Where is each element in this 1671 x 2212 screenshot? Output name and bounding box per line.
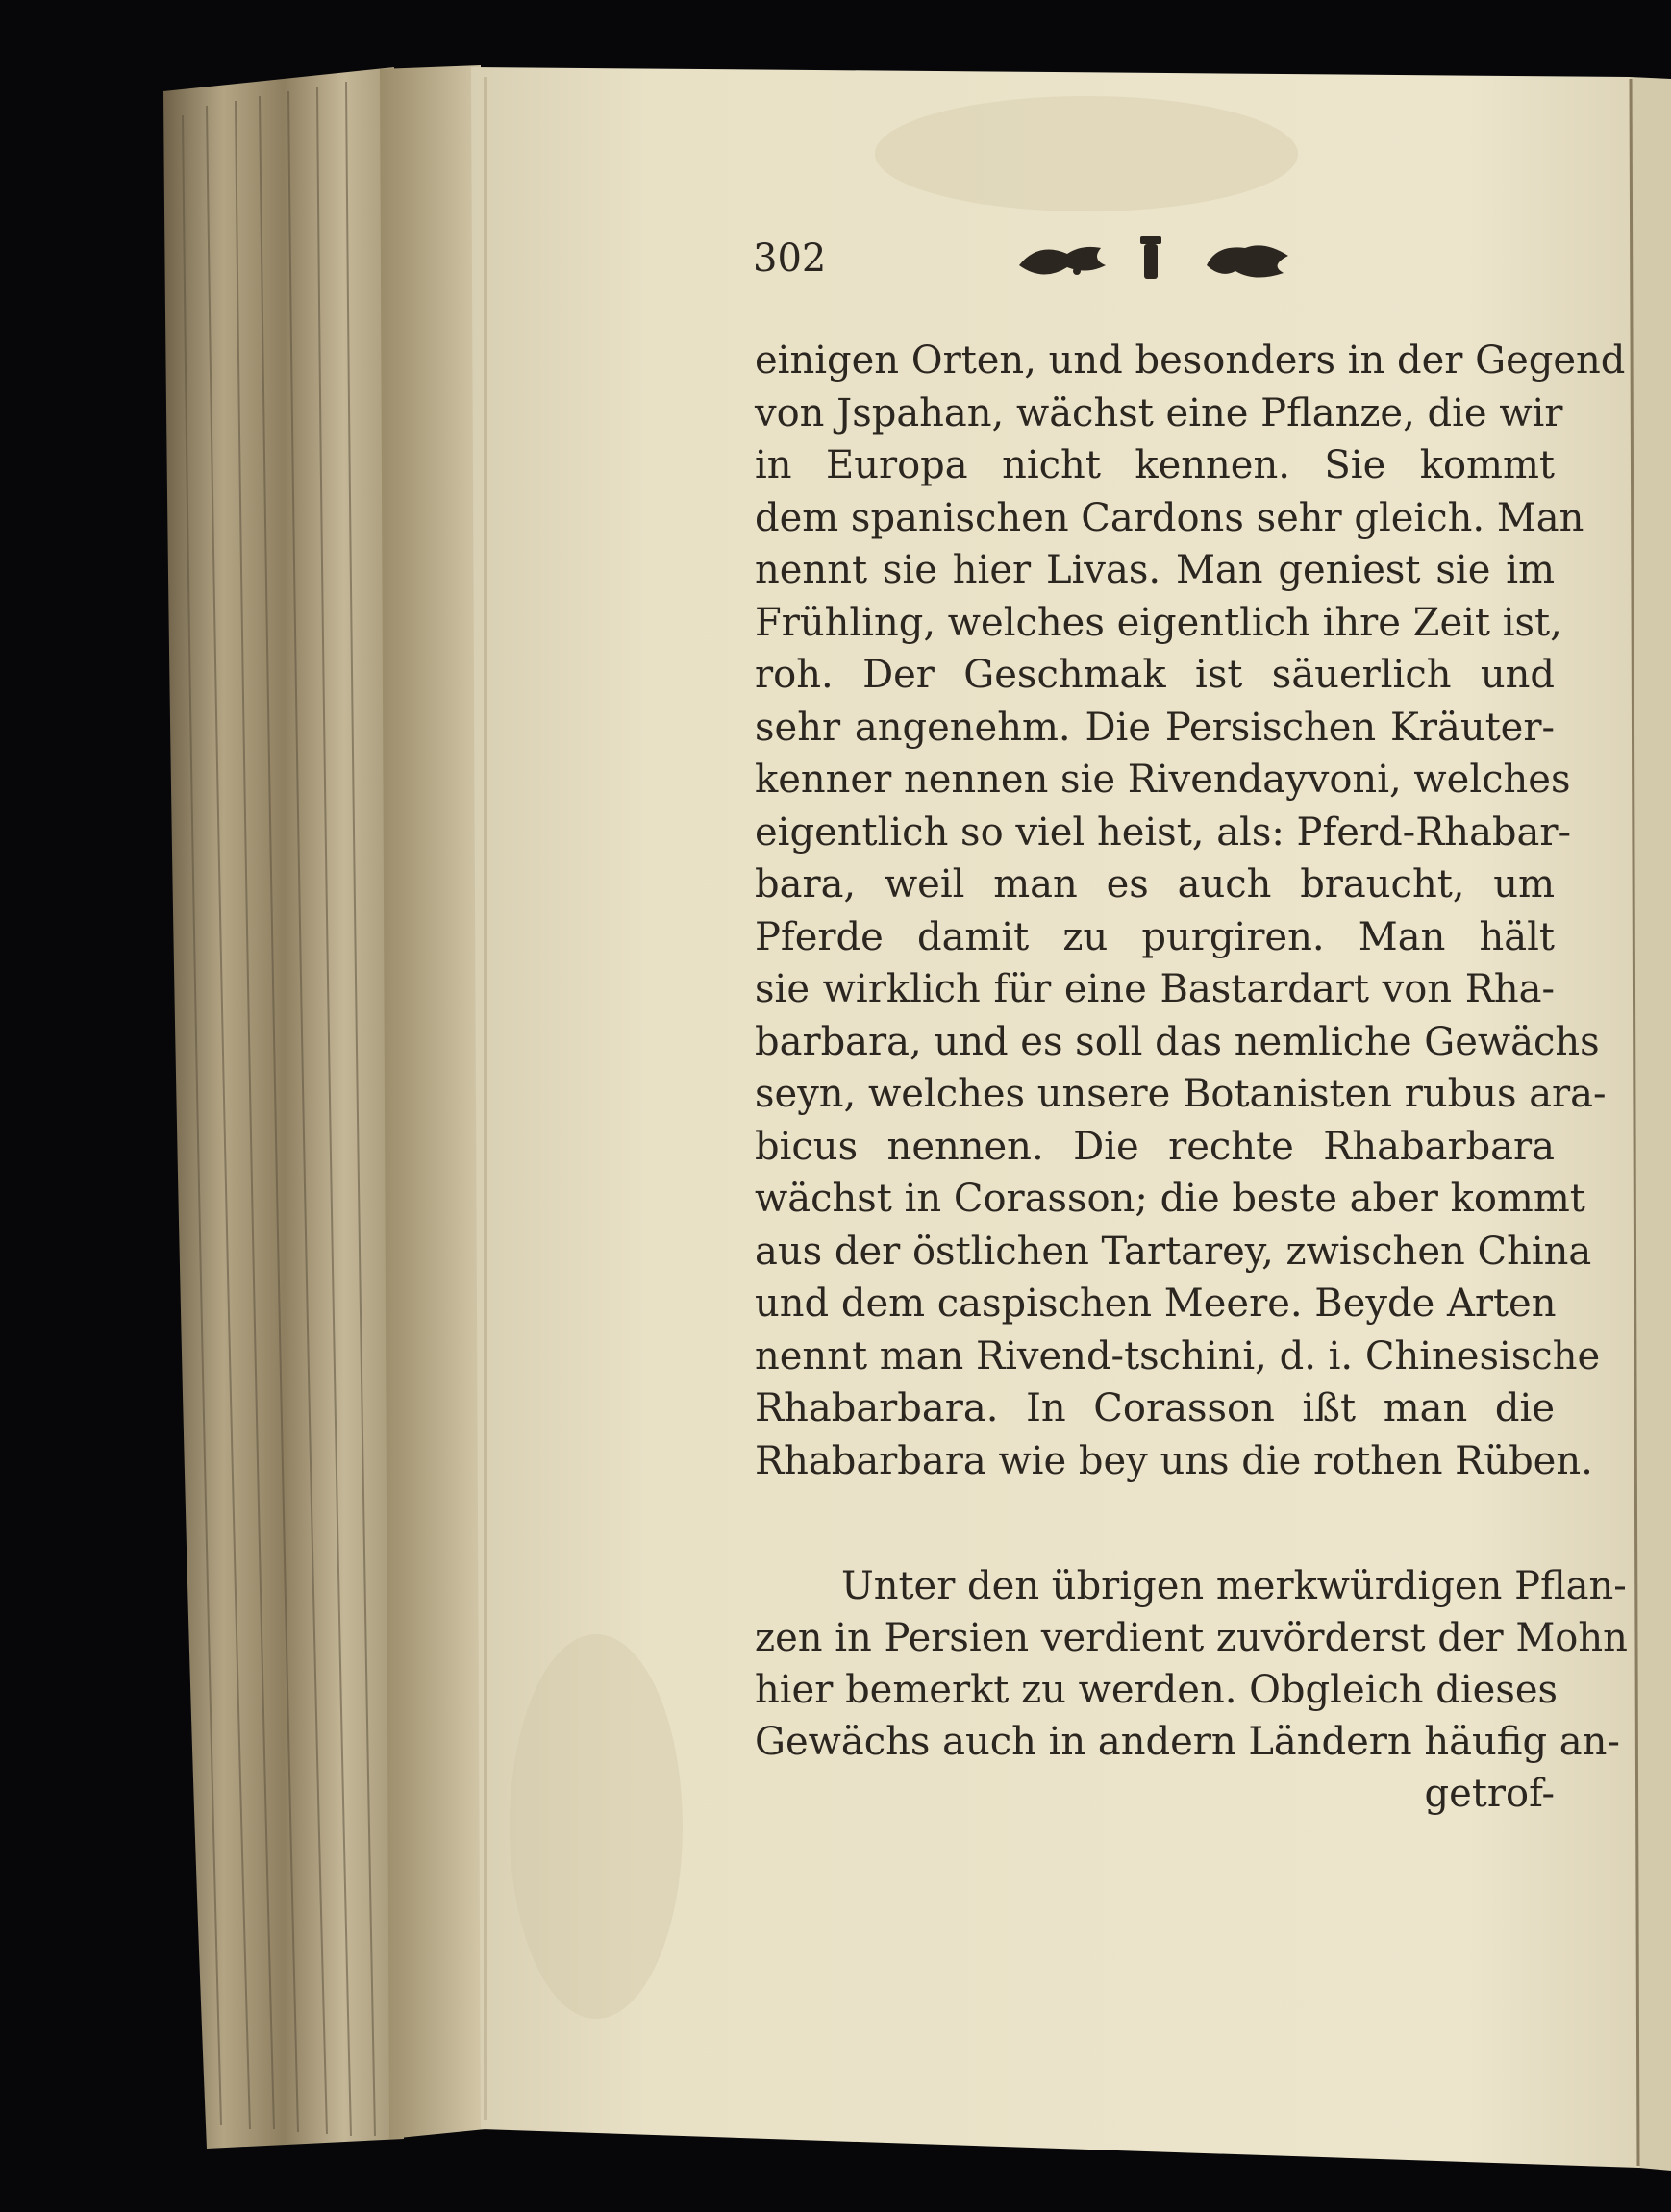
text-line: barbara, und es soll das nemliche Gewächs	[755, 1019, 1600, 1064]
text-line: nennt sie hier Livas. Man geniest sie im	[755, 548, 1555, 592]
text-line: von Jspahan, wächst eine Pflanze, die wir	[755, 390, 1563, 435]
page-edges	[163, 67, 404, 2149]
text-line: aus der östlichen Tartarey, zwischen China	[755, 1229, 1592, 1274]
text-line: Rhabarbara wie bey uns die rothen Rüben.	[755, 1438, 1593, 1483]
text-line: bicus nennen. Die rechte Rhabarbara	[755, 1124, 1555, 1169]
text-line: Rhabarbara. In Corasson ißt man die	[755, 1386, 1555, 1430]
text-line: seyn, welches unsere Botanisten rubus ara-	[755, 1072, 1607, 1116]
text-line: sehr angenehm. Die Persischen Kräuter-	[755, 705, 1555, 750]
text-line: nennt man Rivend-tschini, d. i. Chinesische	[755, 1333, 1601, 1379]
catchword: getrof-	[1424, 1772, 1555, 1816]
text-line: Unter den übrigen merkwürdigen Pflan-	[841, 1564, 1627, 1608]
text-line: bara, weil man es auch braucht, um	[755, 862, 1555, 907]
text-line: und dem caspischen Meere. Beyde Arten	[755, 1281, 1557, 1326]
text-line: roh. Der Geschmak ist säuerlich und	[755, 653, 1555, 697]
text-line: zen in Persien verdient zuvörderst der Mohn	[755, 1616, 1628, 1660]
text-line: einigen Orten, und besonders in der Gegend	[755, 338, 1626, 383]
text-line: in Europa nicht kennen. Sie kommt	[755, 443, 1555, 487]
text-line: eigentlich so viel heist, als: Pferd-Rhabar-	[755, 809, 1572, 855]
text-line: Frühling, welches eigentlich ihre Zeit ist,	[755, 600, 1562, 645]
text-line: hier bemerkt zu werden. Obgleich dieses	[755, 1668, 1559, 1712]
text-line: kenner nennen sie Rivendayvoni, welches	[755, 758, 1571, 802]
text-line: Gewächs auch in andern Ländern häufig an-	[755, 1720, 1620, 1764]
stacked-page	[380, 65, 486, 2139]
text-line: sie wirklich für eine Bastardart von Rha-	[755, 967, 1555, 1011]
text-line: wächst in Corasson; die beste aber kommt	[755, 1177, 1585, 1221]
header-ornament-icon	[1010, 227, 1298, 294]
page-number: 302	[753, 236, 827, 281]
text-line: dem spanischen Cardons sehr gleich. Man	[755, 495, 1584, 540]
text-line: Pferde damit zu purgiren. Man hält	[755, 914, 1555, 959]
